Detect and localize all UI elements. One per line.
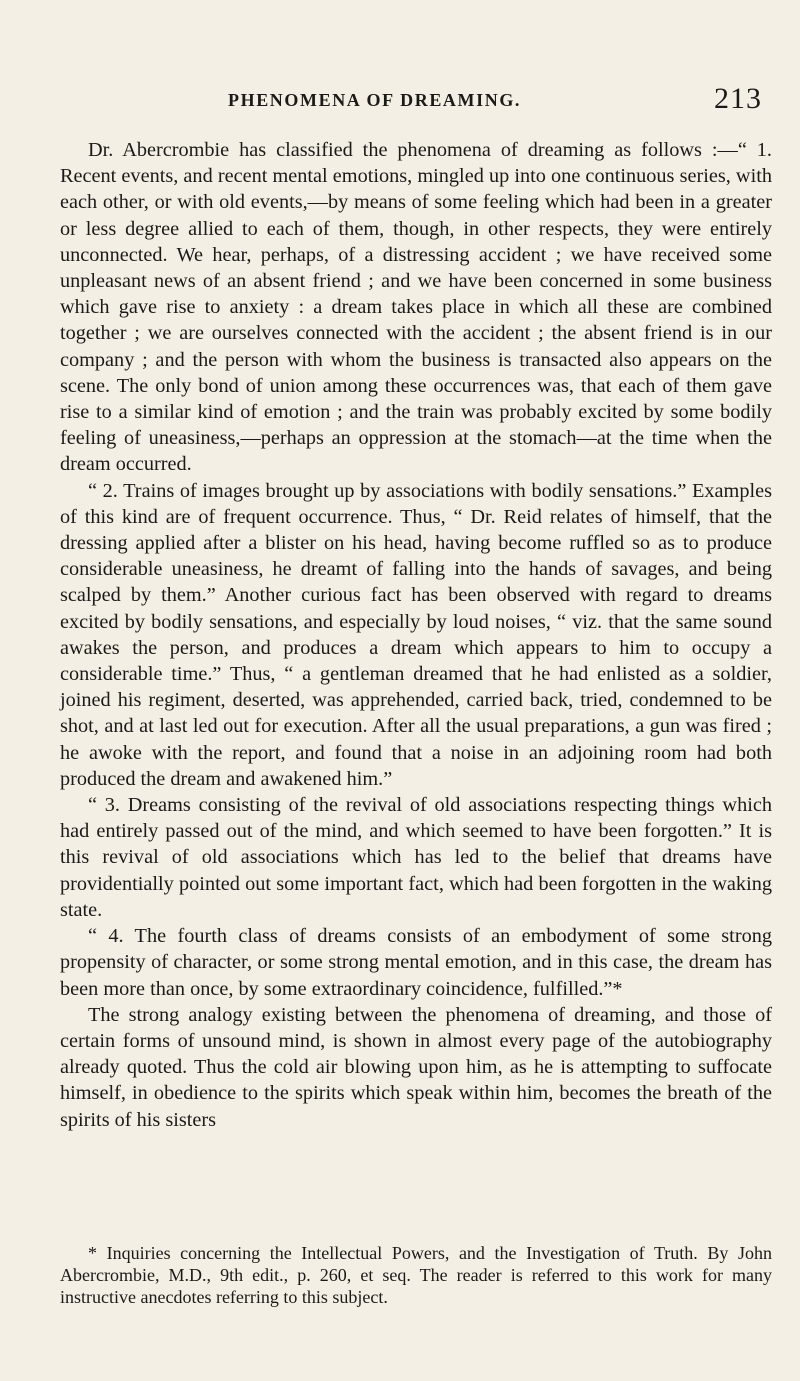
page-number: 213 <box>714 82 762 115</box>
paragraph-classification-intro: Dr. Abercrombie has classified the phenomena of dreaming as follows :—“ 1. Recent events, and recent mental emotions, mingled up into one continuous series, with each other, or with old events,—by means of some feeling which had been in a greater or less degree allied to each of them, though, in other respects, they were entirely unconnected. We hear, perhaps, of a distressing accident ; we have received some unpleasant news of an absent friend ; and we have been concerned in some business which gave rise to anxiety : a dream takes place in which all these are combined together ; we are ourselves connected with the accident ; the absent friend is in our company ; and the person with whom the business is transacted also appears on the scene. The only bond of union among these occurrences was, that each of them gave rise to a similar kind of emotion ; and the train was probably excited by some bodily feeling of uneasiness,—perhaps an oppression at the stomach—at the time when the dream occurred. <box>60 139 772 476</box>
running-header <box>60 82 772 118</box>
paragraph-fourth-class: “ 4. The fourth class of dreams consists of an embodyment of some strong propensity of character, or some strong mental emotion, and in this case, the dream has been more than once, by some extraordinary coincidence, fulfilled.”* <box>60 925 772 1000</box>
paragraph-bodily-sensations: “ 2. Trains of images brought up by associations with bodily sensations.” Examples of this kind are of frequent occurrence. Thus, “ Dr. Reid relates of himself, that the dressing applied after a blister on his head, having become ruffled so as to produce considerable uneasiness, he dreamt of falling into the hands of savages, and being scalped by them.” Another curious fact has been observed with regard to dreams excited by bodily sensations, and especially by loud noises, “ viz. that the same sound awakes the person, and produces a dream which appears to him to occupy a considerable time.” Thus, “ a gentleman dreamed that he had enlisted as a soldier, joined his regiment, deserted, was apprehended, carried back, tried, condemned to be shot, and at last led out for execution. After all the usual preparations, a gun was fired ; he awoke with the report, and found that a noise in an adjoining room had both produced the dream and awakened him.” <box>60 479 772 790</box>
footnote <box>60 1242 772 1308</box>
footnote-text: * Inquiries concerning the Intellectual Powers, and the Investigation of Truth. By John Abercrombie, M.D., 9th edit., p. 260, et seq. The reader is referred to this work for many instructive anecdotes referring to this subject. <box>60 1243 772 1307</box>
paragraph-old-associations: “ 3. Dreams consisting of the revival of old associations respecting things which had entirely passed out of the mind, and which seemed to have been forgotten.” It is this revival of old associations which has led to the belief that dreams have providentially pointed out some important fact, which had been forgotten in the waking state. <box>60 794 772 921</box>
body-text <box>60 137 772 1133</box>
paragraph-unsound-mind-analogy: The strong analogy existing between the phenomena of dreaming, and those of certain forms of unsound mind, is shown in almost every page of the autobiography already quoted. Thus the cold air blowing upon him, as he is attempting to suffocate himself, in obedience to the spirits which speak within him, becomes the breath of the spirits of his sisters <box>60 1003 772 1131</box>
running-title: PHENOMENA OF DREAMING. <box>228 90 522 110</box>
